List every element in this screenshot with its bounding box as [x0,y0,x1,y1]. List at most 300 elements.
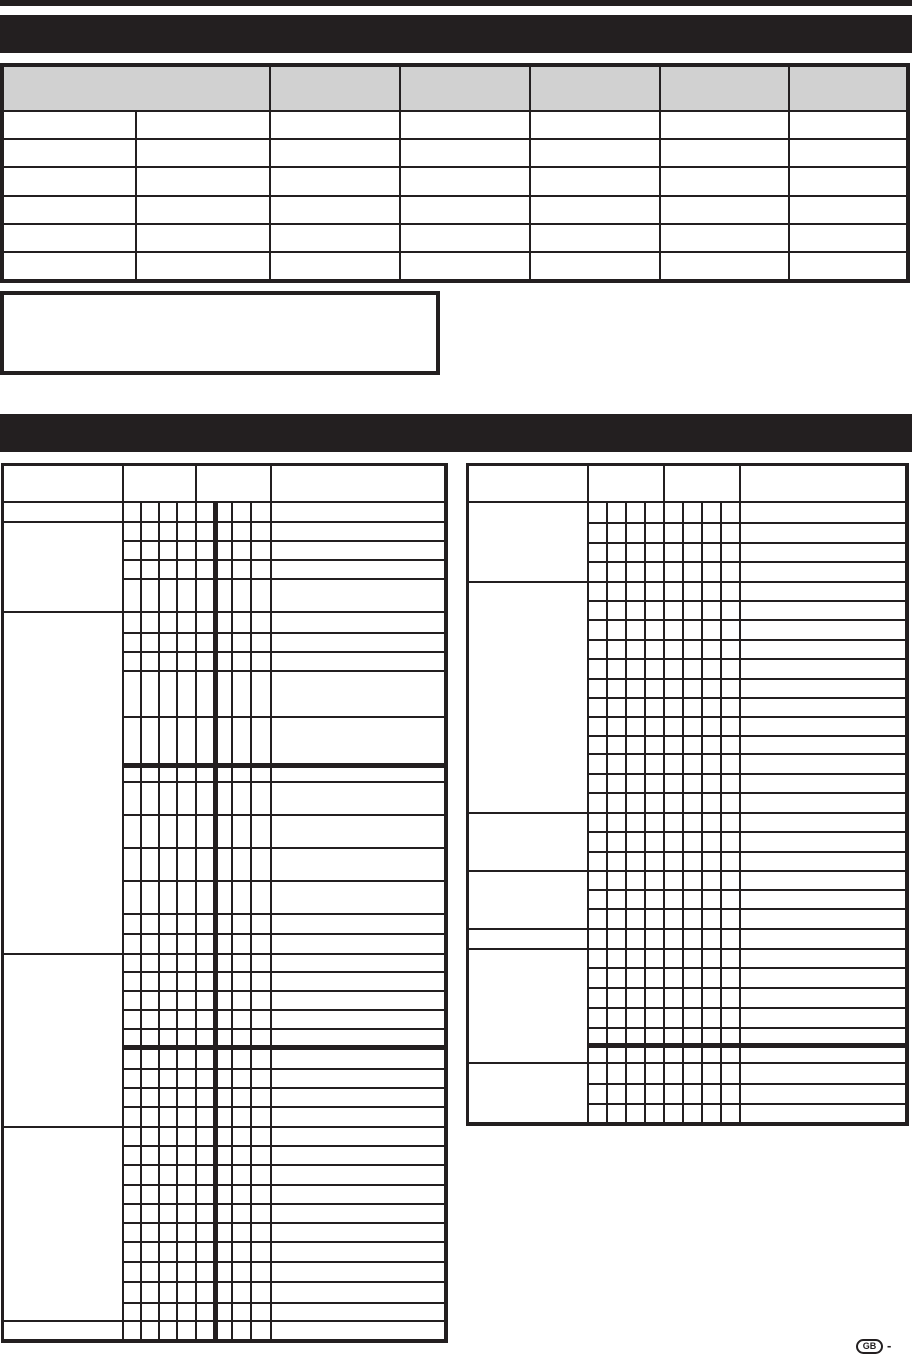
right-command-table-char-cell [722,660,741,680]
right-command-table-char-cell [665,969,684,989]
left-command-table-char-cell [124,580,142,613]
right-command-table-desc-cell [741,737,907,755]
left-command-table-char-cell [178,1128,197,1147]
right-command-table-char-cell [703,563,722,583]
right-command-table-desc-cell [741,621,907,641]
left-command-table-char-cell [160,935,178,955]
left-command-table-char-cell [124,816,142,849]
left-command-table-char-cell [178,634,197,653]
right-command-table-char-cell [684,1105,703,1124]
left-command-table-char-cell [233,634,252,653]
left-command-table-desc-cell [272,1243,446,1263]
left-command-table-char-cell [142,613,160,634]
left-command-table-char-cell [160,882,178,915]
right-command-table-char-cell [703,950,722,969]
left-command-table-char-cell [142,1205,160,1224]
left-command-table-char-cell [160,955,178,973]
left-command-table-char-cell [124,634,142,653]
left-command-table-char-cell [160,816,178,849]
left-command-table-desc-cell [272,1224,446,1243]
left-command-table-char-cell [178,1011,197,1030]
right-command-table-char-cell [684,755,703,775]
right-command-table-char-cell [608,910,627,930]
right-command-table-char-cell [627,544,646,563]
right-command-table-char-cell [684,1064,703,1085]
left-command-table-char-cell [178,935,197,955]
right-command-table-char-cell [608,872,627,891]
right-command-table-char-cell [608,833,627,853]
left-command-table-desc-cell [272,718,446,766]
right-command-table-char-cell [665,563,684,583]
right-command-table-char-cell [703,775,722,794]
left-command-table-char-cell [124,992,142,1011]
right-command-table-char-cell [722,1105,741,1124]
top-table-cell [271,112,401,140]
left-command-table-desc-cell [272,1304,446,1322]
left-command-table-char-cell [178,653,197,672]
left-command-table-char-cell [142,973,160,992]
top-table-cell [137,225,271,253]
right-command-table-char-cell [608,969,627,989]
right-command-table-char-cell [589,602,608,621]
right-command-table-char-cell [722,872,741,891]
left-command-table-header-cell [3,465,124,503]
left-command-table-char-cell [142,653,160,672]
top-table-cell [661,197,790,225]
right-command-table-char-cell [665,891,684,910]
left-command-table-desc-cell [272,783,446,816]
right-command-table-char-cell [684,563,703,583]
right-command-table-char-cell [627,1009,646,1029]
left-command-table-char-cell [142,1322,160,1341]
left-command-table-desc-cell [272,1128,446,1147]
top-table-cell [401,168,531,197]
right-command-table-char-cell [665,602,684,621]
right-command-table-char-cell [646,891,665,910]
right-command-table-char-cell [627,1046,646,1064]
left-command-table-char-cell [252,1263,272,1283]
right-command-table-char-cell [589,524,608,544]
left-command-table-char-cell [142,783,160,816]
right-command-table-char-cell [589,621,608,641]
left-command-table-desc-cell [272,955,446,973]
right-command-table-char-cell [627,794,646,814]
right-command-table-char-cell [665,1064,684,1085]
left-command-table-char-cell [142,1224,160,1243]
left-command-table-char-cell [233,955,252,973]
left-command-table-char-cell [124,766,142,783]
right-command-table-char-cell [684,891,703,910]
left-command-table-char-cell [124,718,142,766]
right-command-table-char-cell [646,950,665,969]
right-command-table-char-cell [722,718,741,737]
right-command-table-char-cell [722,1046,741,1064]
left-command-table-char-cell [233,1128,252,1147]
right-command-table-desc-cell [741,794,907,814]
right-command-table-desc-cell [741,602,907,621]
right-command-table-char-cell [608,602,627,621]
left-command-table-desc-cell [272,1070,446,1089]
top-table-cell [401,112,531,140]
left-command-table-char-cell [142,1089,160,1108]
left-command-table-desc-cell [272,766,446,783]
left-command-table-char-cell [142,935,160,955]
right-command-table-char-cell [703,503,722,524]
left-command-table-char-cell [233,992,252,1011]
left-command-table-char-cell [233,1166,252,1186]
right-command-table-char-cell [703,930,722,950]
right-command-table-char-cell [684,660,703,680]
left-command-table-desc-cell [272,1283,446,1304]
left-command-table-char-cell [178,849,197,882]
left-command-table-char-cell [252,766,272,783]
right-command-table-char-cell [665,775,684,794]
left-command-table-desc-cell [272,816,446,849]
left-command-table-char-cell [142,1070,160,1089]
right-command-table-char-cell [703,833,722,853]
right-command-table-char-cell [703,602,722,621]
right-command-table-desc-cell [741,989,907,1009]
right-command-table-char-cell [684,737,703,755]
right-command-table-char-cell [608,950,627,969]
left-command-table-char-cell [233,1224,252,1243]
left-command-table-char-cell [160,973,178,992]
right-command-table-char-cell [627,699,646,718]
right-command-table-char-cell [722,755,741,775]
right-command-table-char-cell [722,794,741,814]
right-command-table-char-cell [665,660,684,680]
left-command-table-char-cell [160,1263,178,1283]
top-table-cell [2,225,137,253]
left-command-table-char-cell [178,1224,197,1243]
top-table-cell [137,112,271,140]
right-command-table-item-cell [468,950,589,1064]
left-command-table-char-cell [252,1243,272,1263]
left-command-table-char-cell [233,561,252,580]
right-command-table-char-cell [684,950,703,969]
left-command-table-desc-cell [272,634,446,653]
left-command-table-char-cell [160,1089,178,1108]
right-command-table-char-cell [627,524,646,544]
section-title-bar-2 [0,414,912,452]
left-command-table-desc-cell [272,503,446,523]
left-command-table-desc-cell [272,915,446,935]
left-command-table-char-cell [178,1243,197,1263]
left-command-table-char-cell [124,1263,142,1283]
right-command-table-desc-cell [741,775,907,794]
top-table-cell [137,140,271,168]
left-command-table-char-cell [124,1283,142,1304]
right-command-table-char-cell [665,1085,684,1105]
right-command-table-char-cell [684,699,703,718]
left-command-table-char-cell [252,973,272,992]
right-command-table-desc-cell [741,833,907,853]
right-command-table-char-cell [722,775,741,794]
left-command-table-header-cell [124,465,197,503]
left-command-table-char-cell [252,1322,272,1341]
left-command-table-char-cell [178,1048,197,1070]
right-command-table-desc-cell [741,755,907,775]
right-command-table-char-cell [684,583,703,602]
right-command-table-char-cell [722,602,741,621]
left-command-table-char-cell [252,1166,272,1186]
left-command-table-char-cell [124,1011,142,1030]
right-command-table-char-cell [627,930,646,950]
right-command-table-char-cell [627,989,646,1009]
right-command-table-char-cell [665,1009,684,1029]
right-command-table-char-cell [722,524,741,544]
right-command-table-char-cell [627,910,646,930]
right-command-table-desc-cell [741,1085,907,1105]
right-command-table-char-cell [608,583,627,602]
right-command-table-char-cell [684,794,703,814]
left-command-table-char-cell [178,882,197,915]
right-command-table-char-cell [684,641,703,660]
right-command-table-char-cell [665,737,684,755]
left-command-table-char-cell [124,915,142,935]
right-command-table-char-cell [627,891,646,910]
right-command-table-item-cell [468,930,589,950]
right-command-table-char-cell [703,891,722,910]
left-command-table-char-cell [252,849,272,882]
left-command-table-char-cell [124,783,142,816]
left-command-table-char-cell [142,1048,160,1070]
top-table-cell [531,112,661,140]
left-command-table-char-cell [252,503,272,523]
left-command-table-char-cell [178,1166,197,1186]
right-command-table-char-cell [722,910,741,930]
right-command-table-desc-cell [741,699,907,718]
right-command-table-char-cell [589,872,608,891]
right-command-table-char-cell [665,680,684,699]
left-command-table-char-cell [124,503,142,523]
top-table-cell [271,168,401,197]
right-command-table-char-cell [646,602,665,621]
right-command-table-char-cell [589,950,608,969]
right-command-table-char-cell [665,583,684,602]
right-command-table-char-cell [684,680,703,699]
left-command-table-char-cell [233,973,252,992]
right-command-table-item-cell [468,872,589,930]
right-command-table-char-cell [703,621,722,641]
right-command-table-char-cell [646,1105,665,1124]
left-command-table-desc-cell [272,561,446,580]
left-command-table-char-cell [124,1089,142,1108]
footer-separator: - [887,1338,892,1353]
left-command-table-char-cell [160,561,178,580]
left-command-table-char-cell [160,766,178,783]
left-command-table-char-cell [178,1304,197,1322]
right-command-table-char-cell [646,737,665,755]
right-command-table-char-cell [684,503,703,524]
right-command-table-char-cell [665,794,684,814]
left-command-table-char-cell [124,613,142,634]
left-command-table-char-cell [124,561,142,580]
left-command-table-char-cell [160,1070,178,1089]
left-command-table-char-cell [252,653,272,672]
left-command-table-item-cell [3,1322,124,1341]
left-command-table-char-cell [124,1128,142,1147]
left-command-table-desc-cell [272,672,446,718]
right-command-table-char-cell [608,524,627,544]
left-command-table-char-cell [160,580,178,613]
right-command-table-char-cell [627,833,646,853]
right-command-table-char-cell [646,503,665,524]
right-command-table-char-cell [627,563,646,583]
right-command-table-desc-cell [741,1064,907,1085]
left-command-table-char-cell [178,1070,197,1089]
left-command-table-char-cell [233,1263,252,1283]
right-command-table-char-cell [646,680,665,699]
left-command-table-char-cell [252,1108,272,1128]
top-table-cell [790,168,908,197]
left-command-table-char-cell [252,992,272,1011]
left-command-table-char-cell [252,634,272,653]
right-command-table-char-cell [608,680,627,699]
left-command-table-char-cell [160,992,178,1011]
left-command-table-char-cell [142,1147,160,1166]
top-table-header-cell [531,65,661,112]
top-table-cell [531,168,661,197]
right-command-table-item-cell [468,583,589,814]
left-command-table-char-cell [233,935,252,955]
right-command-table-char-cell [627,1085,646,1105]
left-command-table-char-cell [142,1263,160,1283]
left-command-table-char-cell [160,634,178,653]
top-table-cell [790,225,908,253]
left-command-table-char-cell [160,1048,178,1070]
left-command-table-desc-cell [272,1166,446,1186]
top-table-cell [2,112,137,140]
right-command-table-char-cell [627,680,646,699]
left-command-table-char-cell [233,1304,252,1322]
left-command-table-char-cell [252,1205,272,1224]
left-command-table-desc-cell [272,992,446,1011]
left-command-table-char-cell [178,766,197,783]
left-command-table-item-cell [3,955,124,1128]
left-command-table-char-cell [142,1186,160,1205]
left-command-table-char-cell [252,915,272,935]
left-command-table-char-cell [252,1089,272,1108]
left-command-table-char-cell [233,1089,252,1108]
left-command-table-char-cell [124,653,142,672]
left-command-table-char-cell [178,503,197,523]
right-command-table-char-cell [589,814,608,833]
right-command-table-char-cell [703,910,722,930]
right-command-table-char-cell [684,775,703,794]
left-command-table-item-cell [3,613,124,955]
left-command-table-char-cell [124,1166,142,1186]
left-command-table-desc-cell [272,973,446,992]
right-command-table-char-cell [589,583,608,602]
right-command-table-char-cell [665,1105,684,1124]
right-command-table-char-cell [665,621,684,641]
left-command-table-char-cell [233,580,252,613]
left-command-table-char-cell [233,783,252,816]
right-command-table-char-cell [608,775,627,794]
left-command-table-char-cell [142,849,160,882]
right-command-table-char-cell [627,583,646,602]
right-command-table-char-cell [646,814,665,833]
right-command-table-char-cell [722,950,741,969]
left-command-table-desc-cell [272,1147,446,1166]
left-command-table-char-cell [142,992,160,1011]
right-command-table-char-cell [589,718,608,737]
left-command-table-item-cell [3,503,124,523]
region-code-badge [856,1339,883,1354]
left-command-table-char-cell [142,561,160,580]
right-command-table-header-cell [468,465,589,503]
section-title-bar-1 [0,15,912,53]
left-command-table-char-cell [252,561,272,580]
right-command-table-char-cell [646,1085,665,1105]
right-command-table-char-cell [627,503,646,524]
right-command-table-char-cell [646,853,665,872]
right-command-table-header-cell [665,465,741,503]
left-command-table-char-cell [124,1224,142,1243]
right-command-table-char-cell [608,814,627,833]
right-command-table-char-cell [589,853,608,872]
top-table-cell [271,253,401,281]
right-command-table-desc-cell [741,563,907,583]
right-command-table-char-cell [608,1064,627,1085]
left-command-table-char-cell [124,542,142,561]
right-command-table-char-cell [703,544,722,563]
left-command-table-char-cell [142,718,160,766]
right-command-table-char-cell [589,1046,608,1064]
left-command-table-char-cell [252,613,272,634]
top-table-header-cell [790,65,908,112]
right-command-table-char-cell [665,989,684,1009]
left-command-table-char-cell [124,1108,142,1128]
top-table-cell [271,140,401,168]
right-command-table-char-cell [684,930,703,950]
left-command-table-char-cell [178,613,197,634]
left-command-table-char-cell [252,1048,272,1070]
top-table-cell [790,140,908,168]
right-command-table-char-cell [608,544,627,563]
right-command-table-desc-cell [741,641,907,660]
left-command-table-header-cell [272,465,446,503]
left-command-table-char-cell [124,849,142,882]
right-command-table-char-cell [703,872,722,891]
right-command-table-char-cell [703,969,722,989]
left-command-table-char-cell [160,503,178,523]
right-command-table-char-cell [665,872,684,891]
left-command-table-char-cell [124,935,142,955]
right-command-table-desc-cell [741,718,907,737]
right-command-table-char-cell [722,833,741,853]
right-command-table-char-cell [684,1009,703,1029]
right-command-table-char-cell [684,910,703,930]
top-table-cell [790,112,908,140]
top-table-cell [531,225,661,253]
left-command-table-desc-cell [272,1322,446,1341]
left-command-table-char-cell [233,1108,252,1128]
left-command-table-char-cell [233,915,252,935]
right-command-table-char-cell [684,814,703,833]
right-command-table-char-cell [646,641,665,660]
right-command-table-char-cell [608,503,627,524]
left-command-table-char-cell [160,1322,178,1341]
right-command-table-char-cell [627,775,646,794]
top-table-cell [401,225,531,253]
left-command-table-char-cell [178,1263,197,1283]
left-command-table-char-cell [233,1048,252,1070]
page-footer [856,1337,912,1355]
right-command-table-char-cell [589,891,608,910]
left-command-table-desc-cell [272,1048,446,1070]
